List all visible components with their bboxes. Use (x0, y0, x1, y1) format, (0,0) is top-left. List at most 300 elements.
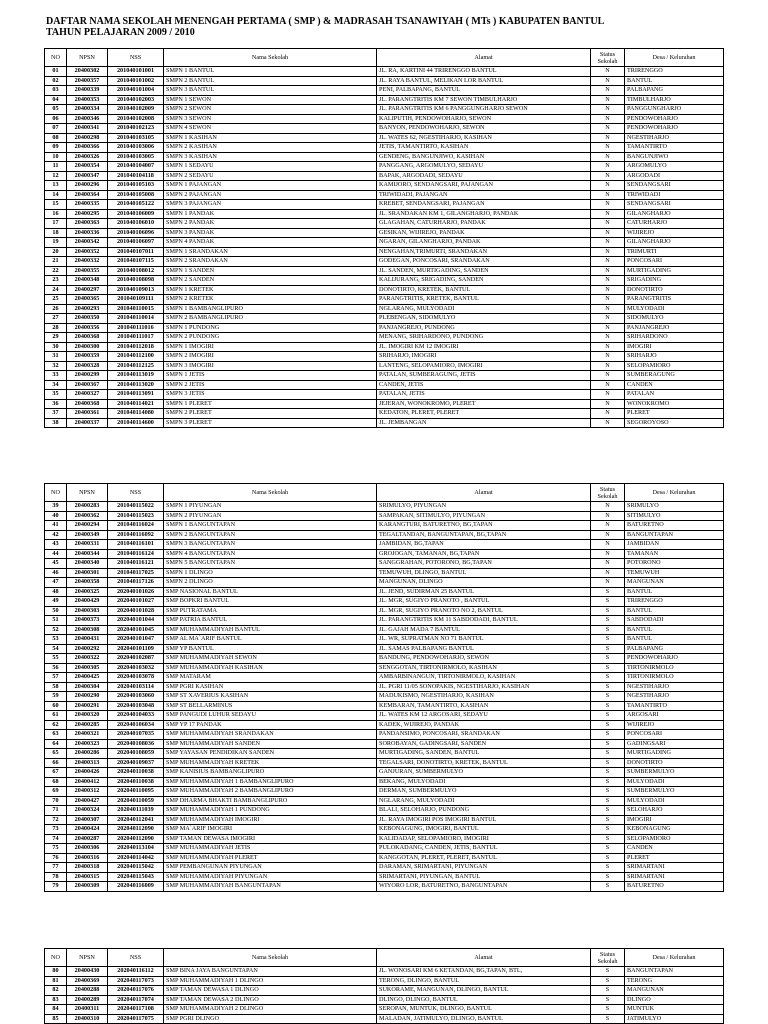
cell-npsn: 20400426 (67, 768, 108, 778)
cell-nama-sekolah: SMPN 2 BANTUL (164, 76, 377, 86)
table-row (45, 863, 724, 873)
cell-status: N (591, 238, 625, 248)
cell-alamat: NENGAHAN,TRIMURTI, SRANDAKAN (377, 247, 591, 257)
cell-nama-sekolah: SMPN 1 KASIHAN (164, 133, 377, 143)
cell-status: N (591, 409, 625, 419)
cell-nss: 201040102123 (108, 124, 164, 134)
cell-alamat: KARANGTURI, BATURETNO, BG,TAPAN (377, 521, 591, 531)
cell-alamat: JL. WATES 62, NGESTIHARJO, KASIHAN (377, 133, 591, 143)
table-row (45, 616, 724, 626)
cell-desa: SITIMULYO (625, 511, 724, 521)
cell-npsn: 20400306 (67, 844, 108, 854)
cell-nama-sekolah: SMP MUHAMMADIYAH 2 BAMBANGLIPURO (164, 787, 377, 797)
cell-nss: 201040107115 (108, 257, 164, 267)
cell-nama-sekolah: SMP ST XAVERIUS KASIHAN (164, 692, 377, 702)
table-row (45, 606, 724, 616)
cell-npsn: 20400425 (67, 673, 108, 683)
cell-desa: GILANGHARJO (625, 209, 724, 219)
cell-nss: 201040112125 (108, 361, 164, 371)
cell-alamat: PARANGTRITIS, KRETEK, BANTUL (377, 295, 591, 305)
cell-npsn: 20400304 (67, 682, 108, 692)
cell-status: S (591, 720, 625, 730)
cell-alamat: KANGGOTAN, PLERET, PLERET, BANTUL (377, 853, 591, 863)
cell-nama-sekolah: SMPN 2 PAJANGAN (164, 190, 377, 200)
cell-desa: BANTUL (625, 635, 724, 645)
cell-status: N (591, 266, 625, 276)
table-row (45, 257, 724, 267)
cell-status: N (591, 285, 625, 295)
table-row (45, 209, 724, 219)
cell-nama-sekolah: SMP PGRI DLINGO (164, 1014, 377, 1024)
cell-desa: DLINGO (625, 995, 724, 1005)
table-row (45, 625, 724, 635)
table-row (45, 333, 724, 343)
cell-desa: SENDANGSARI (625, 181, 724, 191)
header-desa: Desa / Kelurahan (625, 49, 724, 67)
cell-alamat: SANGGRAHAN, POTORONO, BG,TAPAN (377, 559, 591, 569)
cell-status: S (591, 587, 625, 597)
table-row (45, 238, 724, 248)
cell-no: 37 (45, 409, 67, 419)
cell-npsn: 20400332 (67, 257, 108, 267)
cell-alamat: JL. WONOSARI KM 6 KETANDAN, BG,TAPAN, BTL, (377, 967, 591, 977)
cell-alamat: JL. SRANDAKAN KM 1, GILANGHARJO, PANDAK (377, 209, 591, 219)
cell-status: S (591, 597, 625, 607)
cell-desa: MANGUNAN (625, 578, 724, 588)
cell-nss: 201040103105 (108, 133, 164, 143)
cell-npsn: 20400318 (67, 863, 108, 873)
cell-nama-sekolah: SMPN 1 PLERET (164, 399, 377, 409)
cell-nss: 201040115023 (108, 511, 164, 521)
table-row (45, 872, 724, 882)
cell-npsn: 20400341 (67, 124, 108, 134)
cell-alamat: JL. MGR, SUGIYO PRANOTO , BANTUL (377, 597, 591, 607)
cell-nama-sekolah: SMPN 1 SANDEN (164, 266, 377, 276)
cell-nama-sekolah: SMP TAMAN DEWASA 2 DLINGO (164, 995, 377, 1005)
cell-alamat: TEMUWUH, DLINGO, BANTUL (377, 568, 591, 578)
table-row (45, 730, 724, 740)
cell-no: 03 (45, 86, 67, 96)
table-row (45, 295, 724, 305)
header-status-line2: Sekolah (597, 957, 618, 965)
cell-alamat: JL. WATES KM 12 ARGOSARI, SEDAYU (377, 711, 591, 721)
header-no: NO (45, 49, 67, 67)
table-row (45, 559, 724, 569)
cell-desa: CANDEN (625, 844, 724, 854)
cell-status: S (591, 606, 625, 616)
cell-nss: 202040110059 (108, 796, 164, 806)
cell-npsn: 20400316 (67, 853, 108, 863)
cell-npsn: 20400290 (67, 692, 108, 702)
cell-alamat: WIYORO LOR, BATURETNO, BANGUNTAPAN (377, 882, 591, 892)
table-row (45, 143, 724, 153)
cell-desa: TIRTONIRMOLO (625, 673, 724, 683)
cell-npsn: 20400367 (67, 380, 108, 390)
cell-alamat: KALIDADAP, SELOPAMIORO, IMOGIRI (377, 834, 591, 844)
cell-status: S (591, 625, 625, 635)
cell-desa: KEBONAGUNG (625, 825, 724, 835)
cell-no: 63 (45, 730, 67, 740)
cell-status: N (591, 352, 625, 362)
cell-nama-sekolah: SMPN 2 PLERET (164, 409, 377, 419)
cell-nama-sekolah: SMPN 2 PIYUNGAN (164, 511, 377, 521)
table-row (45, 673, 724, 683)
cell-status: S (591, 692, 625, 702)
header-nama-sekolah: Nama Sekolah (164, 484, 377, 502)
table-row (45, 124, 724, 134)
table-row (45, 540, 724, 550)
cell-desa: BANGUNTAPAN (625, 967, 724, 977)
table-row (45, 834, 724, 844)
cell-npsn: 20400361 (67, 409, 108, 419)
cell-no: 16 (45, 209, 67, 219)
table-row (45, 739, 724, 749)
cell-no: 29 (45, 333, 67, 343)
school-table-page-2 (44, 483, 724, 892)
cell-alamat: TERONG, DLINGO, BANTUL (377, 976, 591, 986)
cell-no: 17 (45, 219, 67, 229)
cell-desa: NGESTIHARJO (625, 133, 724, 143)
cell-npsn: 20400358 (67, 578, 108, 588)
cell-nss: 202040104033 (108, 711, 164, 721)
cell-nss: 202040103114 (108, 682, 164, 692)
cell-no: 02 (45, 76, 67, 86)
table-row (45, 181, 724, 191)
cell-nama-sekolah: SMP NASIONAL BANTUL (164, 587, 377, 597)
cell-npsn: 20400302 (67, 67, 108, 77)
cell-no: 20 (45, 247, 67, 257)
cell-status: S (591, 654, 625, 664)
cell-desa: WIJIREJO (625, 228, 724, 238)
cell-alamat: NGLARANG, MULYODADI (377, 304, 591, 314)
cell-desa: POTORONO (625, 559, 724, 569)
cell-desa: MULYODADI (625, 304, 724, 314)
cell-status: S (591, 825, 625, 835)
table-row (45, 976, 724, 986)
cell-no: 50 (45, 606, 67, 616)
cell-nama-sekolah: SMPN 3 IMOGIRI (164, 361, 377, 371)
cell-nama-sekolah: SMP MUHAMMADIYAH IMOGIRI (164, 815, 377, 825)
table-row (45, 314, 724, 324)
cell-nss: 202040110038 (108, 777, 164, 787)
cell-status: N (591, 559, 625, 569)
cell-status: S (591, 872, 625, 882)
table-row (45, 568, 724, 578)
cell-status: S (591, 711, 625, 721)
cell-desa: BANTUL (625, 625, 724, 635)
cell-status: N (591, 361, 625, 371)
cell-npsn: 20400291 (67, 701, 108, 711)
cell-npsn: 20400323 (67, 739, 108, 749)
cell-alamat: GESIKAN, WIJIREJO, PANDAK (377, 228, 591, 238)
cell-nama-sekolah: SMP MUHAMMADIYAH BANTUL (164, 625, 377, 635)
cell-desa: PENDOWOHARJO (625, 124, 724, 134)
cell-nama-sekolah: SMP MUHAMMADIYAH KASIHAN (164, 663, 377, 673)
cell-nama-sekolah: SMPN 1 PAJANGAN (164, 181, 377, 191)
cell-nama-sekolah: SMP ST BELLARMINUS (164, 701, 377, 711)
cell-alamat: BAPAK, ARGODADI, SEDAYU (377, 171, 591, 181)
cell-npsn: 20400350 (67, 314, 108, 324)
table-row (45, 806, 724, 816)
cell-nama-sekolah: SMP BOPKRI BANTUL (164, 597, 377, 607)
table-row (45, 796, 724, 806)
cell-nss: 201040111016 (108, 323, 164, 333)
cell-nss: 201040103005 (108, 152, 164, 162)
cell-no: 31 (45, 352, 67, 362)
cell-nss: 202040110038 (108, 768, 164, 778)
cell-alamat: SUKORAME, MANGUNAN, DLINGO, BANTUL (377, 986, 591, 996)
cell-status: S (591, 1005, 625, 1015)
cell-status: N (591, 143, 625, 153)
cell-npsn: 20400346 (67, 114, 108, 124)
table-row (45, 825, 724, 835)
cell-status: S (591, 739, 625, 749)
cell-nss: 201040110014 (108, 314, 164, 324)
cell-alamat: NGLARANG, MULYODADI (377, 796, 591, 806)
table-row (45, 587, 724, 597)
cell-status: S (591, 787, 625, 797)
cell-npsn: 20400286 (67, 749, 108, 759)
table-row (45, 701, 724, 711)
cell-no: 81 (45, 976, 67, 986)
cell-nss: 201040114080 (108, 409, 164, 419)
cell-nama-sekolah: SMPN 1 SRANDAKAN (164, 247, 377, 257)
table-row (45, 390, 724, 400)
cell-no: 12 (45, 171, 67, 181)
cell-status: N (591, 76, 625, 86)
cell-no: 18 (45, 228, 67, 238)
cell-no: 82 (45, 986, 67, 996)
cell-nama-sekolah: SMP MUHAMMADIYAH KRETEK (164, 758, 377, 768)
cell-npsn: 20400366 (67, 143, 108, 153)
cell-alamat: SRIMARTANI, PIYUNGAN, BANTUL (377, 872, 591, 882)
cell-nss: 202040101044 (108, 616, 164, 626)
cell-alamat: JL. WR, SUPRATMAN NO 71 BANTUL (377, 635, 591, 645)
cell-alamat: LANTENG, SELOPAMIORO, IMOGIRI (377, 361, 591, 371)
cell-status: N (591, 390, 625, 400)
cell-nss: 202040113104 (108, 844, 164, 854)
cell-status: N (591, 530, 625, 540)
table-row (45, 654, 724, 664)
cell-desa: SRIHARDONO (625, 333, 724, 343)
cell-status: N (591, 511, 625, 521)
header-alamat: Alamat (377, 949, 591, 967)
cell-desa: PLERET (625, 853, 724, 863)
cell-desa: MULYODADI (625, 777, 724, 787)
cell-alamat: MADUKISMO, NGESTIHARJO, KASIHAN (377, 692, 591, 702)
header-no: NO (45, 949, 67, 967)
cell-alamat: PATALAN, SUMBERAGUNG, JETIS (377, 371, 591, 381)
cell-nss: 202040103078 (108, 673, 164, 683)
table-row (45, 200, 724, 210)
cell-desa: NGESTIHARJO (625, 682, 724, 692)
cell-nss: 201040114021 (108, 399, 164, 409)
cell-no: 47 (45, 578, 67, 588)
cell-nss: 201040110015 (108, 304, 164, 314)
table-row (45, 768, 724, 778)
cell-nama-sekolah: SMP YP 17 PANDAK (164, 720, 377, 730)
cell-npsn: 20400337 (67, 418, 108, 428)
cell-npsn: 20400285 (67, 720, 108, 730)
cell-nama-sekolah: SMP MUHAMMADIYAH 1 PUNDONG (164, 806, 377, 816)
cell-npsn: 20400313 (67, 758, 108, 768)
cell-no: 53 (45, 635, 67, 645)
cell-nss: 201040106096 (108, 228, 164, 238)
cell-nss: 201040101001 (108, 67, 164, 77)
table-row (45, 380, 724, 390)
table-row (45, 285, 724, 295)
cell-desa: SELOPAMIORO (625, 834, 724, 844)
cell-no: 36 (45, 399, 67, 409)
table-row (45, 171, 724, 181)
cell-desa: BANTUL (625, 606, 724, 616)
cell-npsn: 20400283 (67, 502, 108, 512)
header-nss: NSS (108, 949, 164, 967)
cell-desa: SENDANGSARI (625, 200, 724, 210)
cell-nama-sekolah: SMPN 2 SEWON (164, 105, 377, 115)
cell-nss: 201040117126 (108, 578, 164, 588)
cell-nss: 202040117075 (108, 1014, 164, 1024)
table-row (45, 967, 724, 977)
table-row (45, 720, 724, 730)
header-desa: Desa / Kelurahan (625, 949, 724, 967)
cell-npsn: 20400297 (67, 285, 108, 295)
cell-nama-sekolah: SMP PEMBANGUNAN PIYUNGAN (164, 863, 377, 873)
cell-alamat: JETIS, TAMANTIRTO, KASIHAN (377, 143, 591, 153)
cell-status: S (591, 635, 625, 645)
cell-nss: 201040108012 (108, 266, 164, 276)
cell-desa: BATURETNO (625, 521, 724, 531)
cell-desa: BANGUNJIWO (625, 152, 724, 162)
cell-no: 34 (45, 380, 67, 390)
cell-nama-sekolah: SMPN 3 BANTUL (164, 86, 377, 96)
cell-desa: MULYODADI (625, 796, 724, 806)
cell-no: 70 (45, 796, 67, 806)
cell-nss: 202040101045 (108, 625, 164, 635)
cell-nama-sekolah: SMPN 2 IMOGIRI (164, 352, 377, 362)
cell-nama-sekolah: SMP PANGUDI LUHUR SEDAYU (164, 711, 377, 721)
cell-desa: CANDEN (625, 380, 724, 390)
cell-nama-sekolah: SMP AL MA`ARIF BANTUL (164, 635, 377, 645)
cell-alamat: KEDATON, PLERET, PLERET (377, 409, 591, 419)
cell-no: 05 (45, 105, 67, 115)
cell-desa: PONCOSARI (625, 730, 724, 740)
cell-no: 09 (45, 143, 67, 153)
cell-nss: 201040105103 (108, 181, 164, 191)
cell-alamat: JL. GAJAH MADA 7 BANTUL (377, 625, 591, 635)
table-row (45, 644, 724, 654)
cell-nss: 202040117073 (108, 976, 164, 986)
cell-desa: SRIHARJO (625, 352, 724, 362)
header-status-line2: Sekolah (597, 492, 618, 500)
cell-alamat: KALIPUTIH, PENDOWOHARJO, SEWON (377, 114, 591, 124)
cell-nss: 201040116101 (108, 540, 164, 550)
cell-status: N (591, 257, 625, 267)
table-row (45, 530, 724, 540)
cell-npsn: 20400362 (67, 511, 108, 521)
cell-desa: SUMBERMULYO (625, 787, 724, 797)
cell-nss: 201040116024 (108, 521, 164, 531)
cell-desa: PONCOSARI (625, 257, 724, 267)
cell-no: 08 (45, 133, 67, 143)
cell-nama-sekolah: SMPN 3 BANGUNTAPAN (164, 540, 377, 550)
school-table-page-1 (44, 48, 724, 428)
cell-npsn: 20400296 (67, 181, 108, 191)
cell-nama-sekolah: SMP MUHAMMADIYAH PIYUNGAN (164, 872, 377, 882)
cell-npsn: 20400322 (67, 654, 108, 664)
table-row (45, 399, 724, 409)
cell-desa: TAMANAN (625, 549, 724, 559)
cell-npsn: 20400354 (67, 162, 108, 172)
cell-desa: SRIGADING (625, 276, 724, 286)
cell-desa: SUMBERMULYO (625, 768, 724, 778)
cell-npsn: 20400364 (67, 190, 108, 200)
cell-npsn: 20400301 (67, 568, 108, 578)
document-title: DAFTAR NAMA SEKOLAH MENENGAH PERTAMA ( SMP ) & MADRASAH TSANAWIYAH ( MTs ) KABUPATEN BANTUL (46, 16, 605, 27)
cell-npsn: 20400303 (67, 606, 108, 616)
cell-alamat: DONOTIRTO, KRETEK, BANTUL (377, 285, 591, 295)
table-row (45, 663, 724, 673)
cell-desa: MANGUNAN (625, 986, 724, 996)
cell-desa: BANTUL (625, 76, 724, 86)
cell-nss: 202040108036 (108, 739, 164, 749)
cell-desa: DONOTIRTO (625, 285, 724, 295)
cell-nss: 201040108098 (108, 276, 164, 286)
cell-status: S (591, 682, 625, 692)
cell-desa: WIJIREJO (625, 720, 724, 730)
cell-no: 27 (45, 314, 67, 324)
cell-alamat: JL. RAYA BANTUL, MELIKAN LOR BANTUL (377, 76, 591, 86)
cell-nama-sekolah: SMPN 1 PUNDONG (164, 323, 377, 333)
header-npsn: NPSN (67, 484, 108, 502)
cell-desa: SABDODADI (625, 616, 724, 626)
cell-alamat: KALIJURANG, SRIGADING, SANDEN (377, 276, 591, 286)
cell-no: 65 (45, 749, 67, 759)
cell-nss: 202040103032 (108, 663, 164, 673)
cell-no: 75 (45, 844, 67, 854)
cell-no: 66 (45, 758, 67, 768)
cell-status: S (591, 967, 625, 977)
cell-alamat: TEGALTANDAN, BANGUNTAPAN, BG,TAPAN (377, 530, 591, 540)
cell-alamat: PATALAN, JETIS (377, 390, 591, 400)
cell-npsn: 20400373 (67, 616, 108, 626)
cell-no: 79 (45, 882, 67, 892)
cell-alamat: PENI, PALBAPANG, BANTUL (377, 86, 591, 96)
cell-alamat: GLAGAHAN, CATURHARJO, PANDAK (377, 219, 591, 229)
cell-npsn: 20400339 (67, 86, 108, 96)
table-row (45, 597, 724, 607)
cell-npsn: 20400412 (67, 777, 108, 787)
cell-nss: 202040107035 (108, 730, 164, 740)
cell-status: S (591, 844, 625, 854)
cell-status: S (591, 701, 625, 711)
cell-status: N (591, 380, 625, 390)
cell-desa: PENDOWOHARJO (625, 654, 724, 664)
cell-no: 61 (45, 711, 67, 721)
cell-no: 69 (45, 787, 67, 797)
cell-desa: ARGOSARI (625, 711, 724, 721)
table-row (45, 758, 724, 768)
cell-no: 25 (45, 295, 67, 305)
cell-alamat: GODEGAN, PONCOSARI, SRANDAKAN (377, 257, 591, 267)
cell-no: 24 (45, 285, 67, 295)
header-alamat: Alamat (377, 484, 591, 502)
cell-nama-sekolah: SMPN 3 KASIHAN (164, 152, 377, 162)
cell-npsn: 20400336 (67, 228, 108, 238)
cell-nama-sekolah: SMP MUHAMMADIYAH 2 DLINGO (164, 1005, 377, 1015)
cell-status: N (591, 200, 625, 210)
cell-alamat: KEBONAGUNG, IMOGIRI, BANTUL (377, 825, 591, 835)
